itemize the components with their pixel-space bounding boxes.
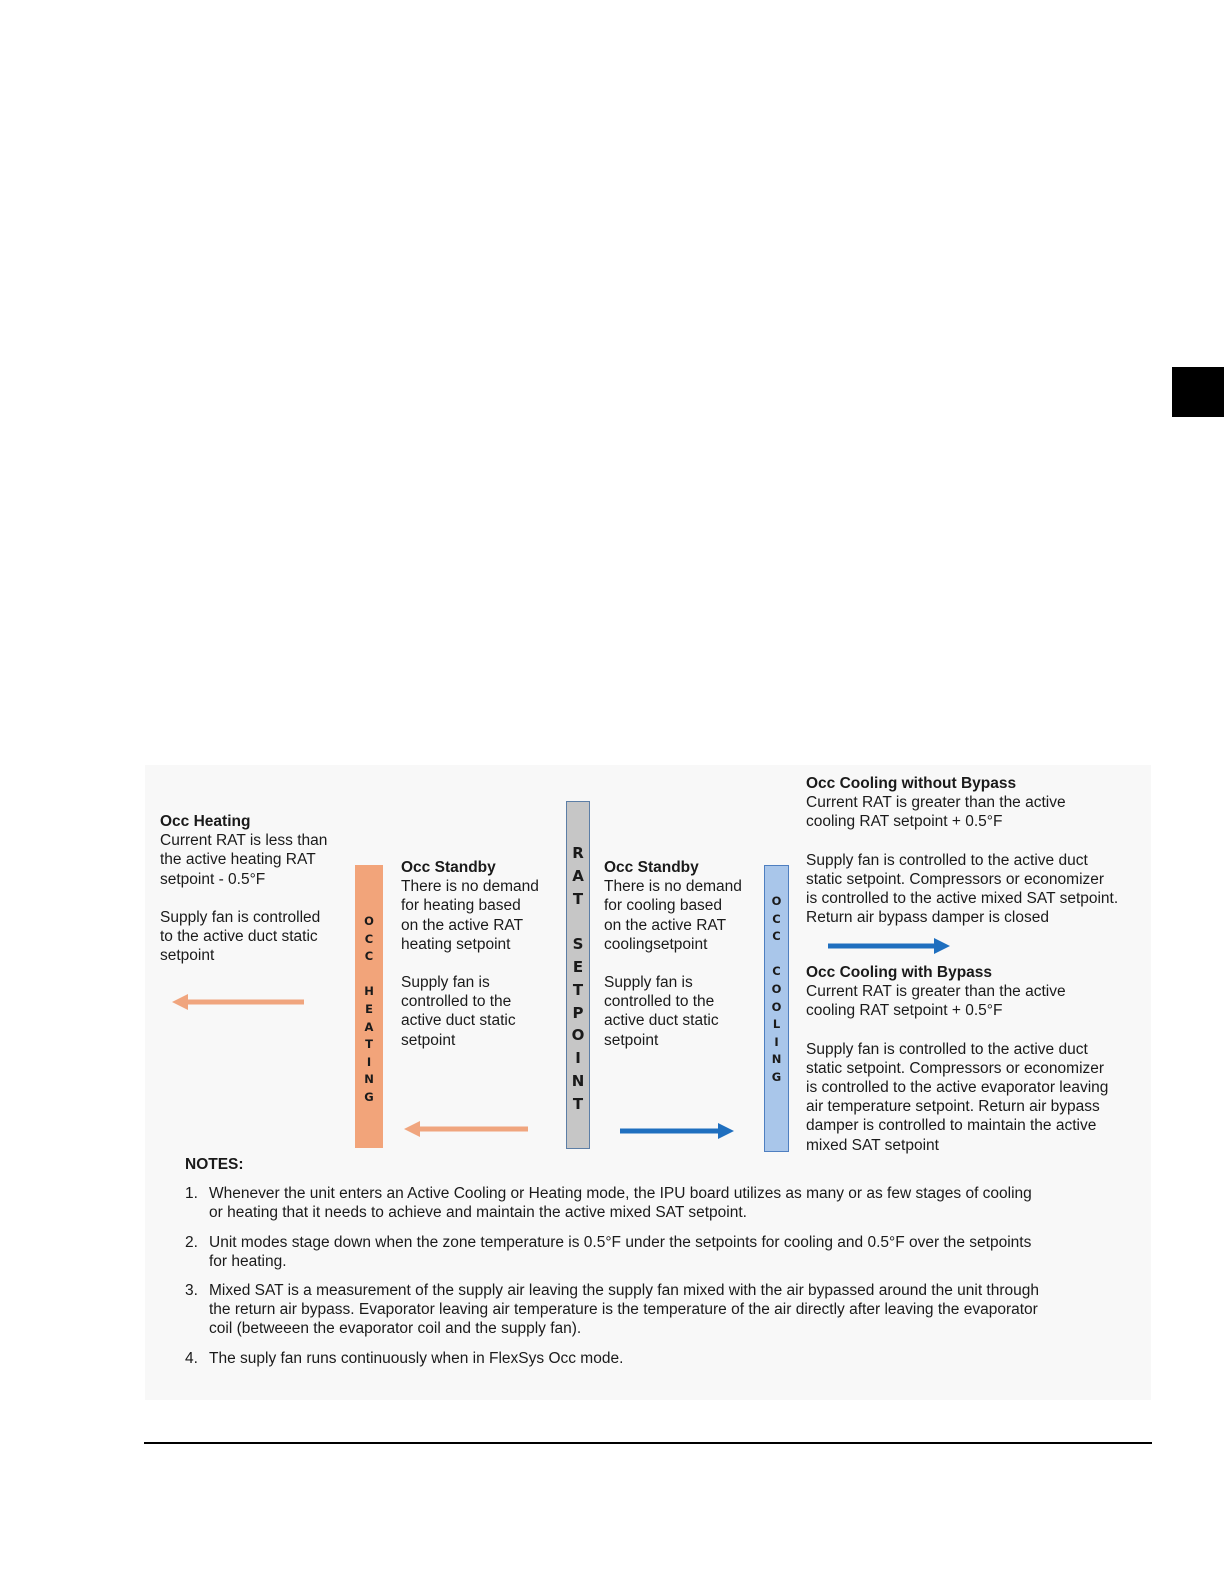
- occ-standby-heating-line: for heating based: [401, 897, 521, 915]
- occ-cooling-with-bypass-fan-line: Supply fan is controlled to the active duct: [806, 1040, 1088, 1058]
- occ-heating-block: [160, 812, 327, 965]
- bar-letter: O: [571, 1026, 585, 1045]
- bar-letter: A: [572, 866, 584, 885]
- occ-heating-line: the active heating RAT: [160, 851, 316, 869]
- occ-standby-cooling-line: on the active RAT: [604, 916, 727, 934]
- bar-letter: O: [771, 981, 782, 996]
- bar-letter: G: [771, 1069, 782, 1084]
- bar-letter: P: [572, 1003, 584, 1022]
- bar-letter: E: [572, 957, 584, 976]
- occ-cooling-without-bypass-fan-line: Return air bypass damper is closed: [806, 909, 1049, 927]
- occ-cooling-with-bypass-title: Occ Cooling with Bypass: [806, 964, 993, 981]
- occ-standby-cooling-block: [604, 858, 742, 1050]
- note-line: for heating.: [209, 1252, 287, 1270]
- occ-heating-fan-line: to the active duct static: [160, 928, 318, 946]
- bar-letter: T: [572, 1094, 584, 1113]
- bar-letter: C: [772, 964, 781, 979]
- occ-standby-cooling-line: coolingsetpoint: [604, 935, 708, 953]
- bar-letter: T: [572, 980, 584, 999]
- bar-letter: I: [774, 1034, 779, 1049]
- note-item: [185, 1233, 1125, 1271]
- occ-cooling-with-bypass-fan-line: air temperature setpoint. Return air bypass: [806, 1098, 1100, 1116]
- bar-letter: C: [772, 929, 781, 944]
- occ-cooling-without-bypass-fan-line: static setpoint. Compressors or economizer: [806, 870, 1105, 888]
- occ-standby-heating-line: There is no demand: [401, 878, 539, 896]
- occ-standby-heating-fan-line: Supply fan is: [401, 974, 490, 992]
- note-line: Whenever the unit enters an Active Cooling or Heating mode, the IPU board utilizes as many or as few stages of cooling: [209, 1185, 1032, 1203]
- bar-letter: I: [366, 1054, 372, 1069]
- note-item: [185, 1349, 1125, 1368]
- bar-letter: O: [771, 999, 782, 1014]
- occ-cooling-with-bypass-line: cooling RAT setpoint + 0.5°F: [806, 1002, 1003, 1020]
- occ-cooling-without-bypass-line: cooling RAT setpoint + 0.5°F: [806, 813, 1003, 831]
- occ-standby-heating-title: Occ Standby: [401, 859, 496, 876]
- occ-standby-cooling-line: for cooling based: [604, 897, 723, 915]
- occ-heating-fan-line: setpoint: [160, 947, 215, 965]
- occ-standby-heating-line: on the active RAT: [401, 916, 524, 934]
- occ-cooling-with-bypass-fan-line: damper is controlled to maintain the active: [806, 1117, 1097, 1135]
- occ-standby-cooling-title: Occ Standby: [604, 859, 699, 876]
- occ-cooling-with-bypass-fan-line: is controlled to the active evaporator leaving: [806, 1079, 1109, 1097]
- rat-setpoint-bar: [566, 801, 590, 1149]
- bar-letter: N: [771, 1052, 782, 1067]
- footer-rule: [144, 1442, 1152, 1444]
- note-line: the return air bypass. Evaporator leaving air temperature is the temperature of the air directly after leaving the evaporator: [209, 1301, 1038, 1319]
- bar-letter: N: [571, 1071, 585, 1090]
- note-line: coil (betweeen the evaporator coil and the supply fan).: [209, 1320, 582, 1338]
- occ-standby-heating-fan-line: setpoint: [401, 1031, 456, 1049]
- note-number: 4.: [185, 1349, 198, 1367]
- occ-standby-cooling-line: There is no demand: [604, 878, 742, 896]
- note-line: Mixed SAT is a measurement of the supply air leaving the supply fan mixed with the air bypassed around the unit through: [209, 1282, 1039, 1300]
- occ-standby-heating-line: heating setpoint: [401, 935, 511, 953]
- note-item: [185, 1184, 1125, 1222]
- note-line: or heating that it needs to achieve and maintain the active mixed SAT setpoint.: [209, 1204, 747, 1222]
- note-number: 1.: [185, 1185, 198, 1203]
- note-line: The suply fan runs continuously when in FlexSys Occ mode.: [209, 1349, 624, 1367]
- bar-letter: O: [771, 894, 782, 908]
- occ-standby-cooling-fan-line: Supply fan is: [604, 974, 693, 992]
- bar-letter: T: [572, 889, 584, 908]
- section-tab-marker: [1172, 367, 1224, 417]
- bar-letter: R: [572, 844, 584, 862]
- bar-letter: H: [364, 984, 374, 999]
- occ-cooling-bar: [764, 865, 789, 1152]
- note-number: 3.: [185, 1282, 198, 1300]
- occ-cooling-with-bypass-line: Current RAT is greater than the active: [806, 983, 1066, 1001]
- bar-letter: L: [772, 1017, 781, 1032]
- occ-cooling-without-bypass-block: [806, 774, 1118, 927]
- occ-standby-heating-fan-line: controlled to the: [401, 993, 512, 1011]
- note-number: 2.: [185, 1233, 198, 1251]
- occ-cooling-without-bypass-fan-line: is controlled to the active mixed SAT setpoint.: [806, 890, 1119, 908]
- occ-standby-cooling-fan-line: controlled to the: [604, 993, 715, 1011]
- bar-letter: G: [364, 1089, 374, 1104]
- occ-standby-cooling-fan-line: setpoint: [604, 1031, 659, 1049]
- note-line: Unit modes stage down when the zone temperature is 0.5°F under the setpoints for cooling and 0.5°F over the setpoints: [209, 1233, 1032, 1251]
- bar-letter: E: [365, 1001, 373, 1016]
- occ-standby-cooling-fan-line: active duct static: [604, 1012, 719, 1030]
- bar-letter: A: [364, 1019, 374, 1034]
- occ-cooling-with-bypass-block: [806, 963, 1108, 1155]
- occ-cooling-with-bypass-fan-line: static setpoint. Compressors or economizer: [806, 1059, 1105, 1077]
- occ-cooling-without-bypass-line: Current RAT is greater than the active: [806, 794, 1066, 812]
- occ-heating-title: Occ Heating: [160, 813, 251, 830]
- occ-standby-heating-block: [401, 858, 539, 1050]
- occ-heating-line: setpoint - 0.5°F: [160, 870, 266, 888]
- bar-letter: I: [575, 1049, 581, 1068]
- bar-letter: C: [772, 911, 781, 926]
- notes-section: [185, 1155, 1125, 1378]
- notes-title: NOTES:: [185, 1156, 244, 1173]
- bar-letter: N: [364, 1072, 374, 1087]
- occ-cooling-without-bypass-fan-line: Supply fan is controlled to the active duct: [806, 851, 1088, 869]
- bar-letter: T: [365, 1037, 373, 1052]
- bar-letter: S: [572, 935, 584, 954]
- occ-cooling-with-bypass-fan-line: mixed SAT setpoint: [806, 1136, 939, 1154]
- bar-letter: C: [364, 949, 374, 964]
- bar-letter: O: [364, 914, 374, 928]
- occ-cooling-without-bypass-title: Occ Cooling without Bypass: [806, 775, 1017, 792]
- occ-standby-heating-fan-line: active duct static: [401, 1012, 516, 1030]
- note-item: [185, 1281, 1125, 1339]
- occ-heating-fan-line: Supply fan is controlled: [160, 908, 321, 926]
- bar-letter: C: [364, 931, 374, 946]
- occ-heating-bar: [355, 865, 383, 1148]
- occ-heating-line: Current RAT is less than: [160, 832, 328, 850]
